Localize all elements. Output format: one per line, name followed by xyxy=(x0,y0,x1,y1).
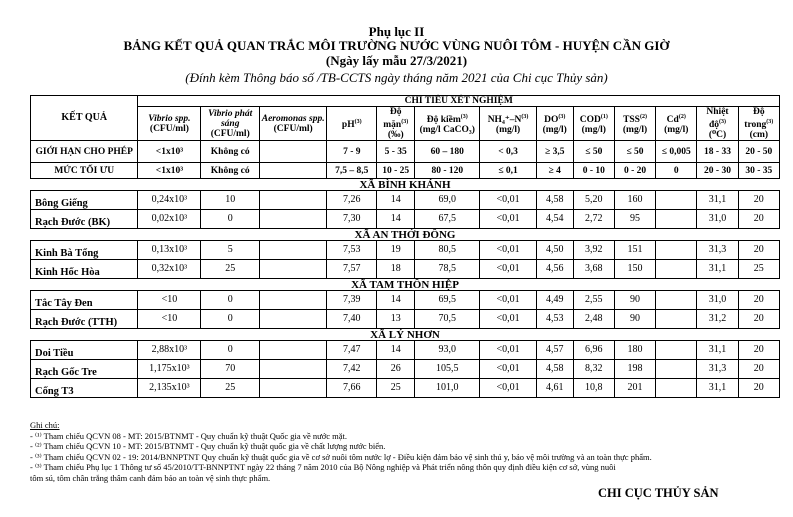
document-title: BẢNG KẾT QUẢ QUAN TRẮC MÔI TRƯỜNG NƯỚC VÙNG NUÔI TÔM - HUYỆN CẦN GIỜ xyxy=(123,38,670,53)
table-cell xyxy=(656,360,697,379)
table-cell: 160 xyxy=(614,191,655,210)
column-name: TSS xyxy=(623,115,640,126)
table-cell: 2,135x10³ xyxy=(138,379,201,398)
table-cell: 60 – 180 xyxy=(415,141,480,163)
table-cell: 31,0 xyxy=(697,291,738,310)
table-cell: 150 xyxy=(614,260,655,279)
table-cell: 90 xyxy=(614,291,655,310)
table-cell: 4,58 xyxy=(536,360,573,379)
column-unit: (mg/l CaCO₃) xyxy=(419,125,475,136)
table-cell: 7 - 9 xyxy=(327,141,377,163)
table-cell: 20 - 50 xyxy=(738,141,779,163)
column-name: Vibrio phát sáng xyxy=(208,108,253,129)
row-label: GIỚI HẠN CHO PHÉP xyxy=(31,141,138,163)
table-cell: 20 xyxy=(738,379,779,398)
column-ref: (3) xyxy=(460,114,468,120)
table-cell: 7,39 xyxy=(327,291,377,310)
column-header xyxy=(201,107,260,141)
table-cell: 20 xyxy=(738,360,779,379)
note-item: - ⁽²⁾ Tham chiếu QCVN 10 - MT: 2015/BTNMT - Quy chuẩn kỹ thuật quốc gia về chất lượng nước biển. xyxy=(30,441,386,451)
table-cell: 25 xyxy=(201,260,260,279)
table-cell: 0 xyxy=(201,291,260,310)
table-row xyxy=(31,241,780,260)
table-cell: 4,58 xyxy=(536,191,573,210)
table-cell: 7,47 xyxy=(327,341,377,360)
table-cell: 67,5 xyxy=(415,210,480,229)
table-cell: 2,48 xyxy=(573,310,614,329)
table-cell: Không có xyxy=(201,141,260,163)
column-header xyxy=(656,107,697,141)
table-cell: 25 xyxy=(377,379,415,398)
table-cell: <0,01 xyxy=(480,379,536,398)
table-cell: 18 xyxy=(377,260,415,279)
table-cell: 25 xyxy=(201,379,260,398)
table-cell: 3,92 xyxy=(573,241,614,260)
column-name: DO xyxy=(544,115,559,126)
table-cell: 0 xyxy=(201,210,260,229)
table-cell: ≤ 50 xyxy=(614,141,655,163)
optimal-row xyxy=(31,163,780,179)
table-cell: 14 xyxy=(377,210,415,229)
table-cell: 30 - 35 xyxy=(738,163,779,179)
column-header xyxy=(260,107,327,141)
table-cell: 4,54 xyxy=(536,210,573,229)
column-name: pH xyxy=(341,120,355,131)
column-header xyxy=(480,107,536,141)
column-ref: (3) xyxy=(766,119,774,125)
column-ref: (2) xyxy=(639,114,647,120)
table-cell: 19 xyxy=(377,241,415,260)
table-cell: <10 xyxy=(138,310,201,329)
table-cell: 4,53 xyxy=(536,310,573,329)
table-cell xyxy=(260,141,327,163)
table-cell xyxy=(260,341,327,360)
table-cell xyxy=(260,210,327,229)
section-title: XÃ AN THỚI ĐÔNG xyxy=(31,229,780,241)
table-cell: < 0,3 xyxy=(480,141,536,163)
column-unit: (CFU/ml) xyxy=(149,123,189,134)
column-header xyxy=(377,107,415,141)
table-cell: 7,42 xyxy=(327,360,377,379)
table-cell: 8,32 xyxy=(573,360,614,379)
table-cell: 1,175x10³ xyxy=(138,360,201,379)
table-cell: 180 xyxy=(614,341,655,360)
results-table xyxy=(30,95,780,398)
table-cell: 4,49 xyxy=(536,291,573,310)
notes xyxy=(30,420,790,483)
table-cell: 4,56 xyxy=(536,260,573,279)
table-cell xyxy=(260,291,327,310)
column-header xyxy=(697,107,738,141)
table-cell: 7,30 xyxy=(327,210,377,229)
table-cell: 201 xyxy=(614,379,655,398)
column-header xyxy=(614,107,655,141)
column-unit: (mg/l) xyxy=(664,125,689,136)
row-label: Rạch Đước (BK) xyxy=(31,210,138,229)
group-header: CHỈ TIÊU XÉT NGHIỆM xyxy=(138,96,780,107)
table-cell: 0 xyxy=(201,341,260,360)
table-cell: 31,1 xyxy=(697,341,738,360)
limit-row xyxy=(31,141,780,163)
column-unit: (mg/l) xyxy=(495,125,521,136)
table-row xyxy=(31,341,780,360)
table-cell xyxy=(656,260,697,279)
column-name: COD xyxy=(579,115,601,126)
table-row xyxy=(31,291,780,310)
table-cell: 3,68 xyxy=(573,260,614,279)
table-cell: 0,32x10³ xyxy=(138,260,201,279)
note-item: - ⁽³⁾ Tham chiếu Phụ lục 1 Thông tư số 45/2010/TT-BNNPTNT ngày 22 tháng 7 năm 2010 của Bộ Nông nghiệp và Phát triển nông thôn quy định điều kiện cơ sở, vùng nuôi xyxy=(30,462,616,472)
row-label: Rạch Đước (TTH) xyxy=(31,310,138,329)
table-cell: ≥ 3,5 xyxy=(536,141,573,163)
table-cell: 70 xyxy=(201,360,260,379)
column-header xyxy=(327,107,377,141)
table-cell: 13 xyxy=(377,310,415,329)
section-row xyxy=(31,279,780,291)
column-unit: (‰) xyxy=(387,130,404,141)
section-title: XÃ BÌNH KHÁNH xyxy=(31,179,780,191)
table-cell: 20 xyxy=(738,341,779,360)
table-cell: 5,20 xyxy=(573,191,614,210)
column-ref: (3) xyxy=(558,114,566,120)
table-cell: 5 xyxy=(201,241,260,260)
table-cell: <0,01 xyxy=(480,341,536,360)
table-cell xyxy=(656,191,697,210)
table-cell: 0 - 10 xyxy=(573,163,614,179)
section-title: XÃ TAM THÔN HIỆP xyxy=(31,279,780,291)
table-cell xyxy=(656,210,697,229)
table-cell: 18 - 33 xyxy=(697,141,738,163)
table-cell: 90 xyxy=(614,310,655,329)
column-ref: (3) xyxy=(354,119,362,125)
column-name: NH₄⁺–N xyxy=(487,115,522,126)
notes-title: Ghi chú: xyxy=(30,420,60,430)
column-header xyxy=(138,107,201,141)
table-cell: 101,0 xyxy=(415,379,480,398)
table-cell: 25 xyxy=(738,260,779,279)
table-cell: ≥ 4 xyxy=(536,163,573,179)
table-cell xyxy=(260,163,327,179)
table-row xyxy=(31,191,780,210)
table-cell: 31,1 xyxy=(697,260,738,279)
table-cell: 0 xyxy=(656,163,697,179)
table-cell: 20 xyxy=(738,241,779,260)
row-label: Kinh Bà Tổng xyxy=(31,241,138,260)
table-cell: <0,01 xyxy=(480,241,536,260)
table-cell: 0 - 20 xyxy=(614,163,655,179)
table-cell xyxy=(260,191,327,210)
column-name: Độ kiềm xyxy=(426,115,461,126)
table-cell: 14 xyxy=(377,291,415,310)
table-cell: <0,01 xyxy=(480,260,536,279)
table-cell: 70,5 xyxy=(415,310,480,329)
row-label: Cống T3 xyxy=(31,379,138,398)
column-header xyxy=(415,107,480,141)
table-cell: 31,0 xyxy=(697,210,738,229)
table-cell xyxy=(656,341,697,360)
table-cell: <0,01 xyxy=(480,360,536,379)
table-cell: 105,5 xyxy=(415,360,480,379)
table-cell: 26 xyxy=(377,360,415,379)
table-cell: 2,72 xyxy=(573,210,614,229)
row-label: Rạch Gốc Tre xyxy=(31,360,138,379)
column-unit: (mg/l) xyxy=(542,125,567,136)
column-unit: (CFU/ml) xyxy=(210,128,250,139)
table-cell: 0 xyxy=(201,310,260,329)
table-cell: 7,66 xyxy=(327,379,377,398)
table-cell: 95 xyxy=(614,210,655,229)
table-cell: 20 xyxy=(738,310,779,329)
column-ref: (3) xyxy=(719,119,727,125)
note-item: - ⁽³⁾ Tham chiếu QCVN 02 - 19: 2014/BNNPTNT Quy chuẩn kỹ thuật quốc gia về cơ sở nuôi tôm nước lợ - Điều kiện đảm bảo vệ sinh thú y, bảo vệ môi trường và an toàn thực phẩm. xyxy=(30,451,652,462)
table-cell xyxy=(260,260,327,279)
table-cell: 2,55 xyxy=(573,291,614,310)
column-header xyxy=(738,107,779,141)
section-row xyxy=(31,179,780,191)
table-cell: 20 - 30 xyxy=(697,163,738,179)
note-item: tôm sú, tôm chân trắng thâm canh đảm bảo an toàn vệ sinh thực phẩm. xyxy=(30,472,271,483)
table-cell: ≤ 50 xyxy=(573,141,614,163)
table-cell: 20 xyxy=(738,291,779,310)
table-cell: 7,57 xyxy=(327,260,377,279)
section-row xyxy=(31,229,780,241)
table-cell: 5 - 35 xyxy=(377,141,415,163)
row-label: Bông Giếng xyxy=(31,191,138,210)
table-cell: 10,8 xyxy=(573,379,614,398)
column-name: Nhiệt độ xyxy=(706,107,729,131)
column-name: Độ trong xyxy=(744,107,767,131)
table-row xyxy=(31,260,780,279)
row-label: Doi Tiều xyxy=(31,341,138,360)
table-cell: 78,5 xyxy=(415,260,480,279)
table-cell: 198 xyxy=(614,360,655,379)
table-cell: 80 - 120 xyxy=(415,163,480,179)
table-cell: <0,01 xyxy=(480,191,536,210)
table-cell: 7,26 xyxy=(327,191,377,210)
table-cell: 2,88x10³ xyxy=(138,341,201,360)
table-row xyxy=(31,360,780,379)
table-cell: 31,3 xyxy=(697,241,738,260)
column-unit: (mg/l) xyxy=(581,125,606,136)
column-unit: (cm) xyxy=(749,130,769,141)
table-cell: 31,1 xyxy=(697,191,738,210)
table-cell xyxy=(656,241,697,260)
appendix-label: Phụ lục II xyxy=(368,24,425,39)
table-row xyxy=(31,310,780,329)
column-unit: (⁰C) xyxy=(708,130,727,141)
table-cell: 7,40 xyxy=(327,310,377,329)
column-unit: (mg/l) xyxy=(622,125,648,136)
table-cell: Không có xyxy=(201,163,260,179)
column-header xyxy=(536,107,573,141)
table-cell xyxy=(260,310,327,329)
table-cell: <0,01 xyxy=(480,310,536,329)
table-cell xyxy=(260,241,327,260)
column-name: Cd xyxy=(666,115,679,126)
attachment-note: (Đính kèm Thông báo số /TB-CCTS ngày tháng năm 2021 của Chi cục Thủy sản) xyxy=(185,70,608,85)
table-cell: 69,0 xyxy=(415,191,480,210)
row-label: Kinh Hốc Hòa xyxy=(31,260,138,279)
table-cell: 10 xyxy=(201,191,260,210)
column-name: Độ mặn xyxy=(383,107,402,131)
table-cell: 20 xyxy=(738,210,779,229)
table-cell: 69,5 xyxy=(415,291,480,310)
column-name: Vibrio spp. xyxy=(148,113,191,124)
table-cell: 4,61 xyxy=(536,379,573,398)
column-header xyxy=(573,107,614,141)
column-ref: (3) xyxy=(401,119,409,125)
table-cell: 31,3 xyxy=(697,360,738,379)
table-cell xyxy=(260,360,327,379)
table-cell: 31,1 xyxy=(697,379,738,398)
table-cell: 4,50 xyxy=(536,241,573,260)
column-ref: (1) xyxy=(600,114,608,120)
table-cell xyxy=(656,310,697,329)
table-cell: 0,02x10³ xyxy=(138,210,201,229)
table-cell: 20 xyxy=(738,191,779,210)
table-cell: 31,2 xyxy=(697,310,738,329)
result-header: KẾT QUẢ xyxy=(31,96,138,141)
table-cell: <1x10³ xyxy=(138,163,201,179)
table-cell: 4,57 xyxy=(536,341,573,360)
table-cell xyxy=(656,291,697,310)
table-cell: <10 xyxy=(138,291,201,310)
row-label: MỨC TỐI ƯU xyxy=(31,163,138,179)
table-row xyxy=(31,210,780,229)
column-unit: (CFU/ml) xyxy=(273,123,313,134)
table-cell: 0,13x10³ xyxy=(138,241,201,260)
column-name: Aeromonas spp. xyxy=(261,113,325,124)
table-cell: <1x10³ xyxy=(138,141,201,163)
table-cell: 151 xyxy=(614,241,655,260)
table-row xyxy=(31,379,780,398)
table-cell: 14 xyxy=(377,341,415,360)
section-row xyxy=(31,329,780,341)
table-cell: 80,5 xyxy=(415,241,480,260)
sample-date: (Ngày lấy mẫu 27/3/2021) xyxy=(325,53,468,68)
column-ref: (3) xyxy=(521,114,529,120)
table-cell: ≤ 0,1 xyxy=(480,163,536,179)
note-item: - ⁽¹⁾ Tham chiếu QCVN 08 - MT: 2015/BTNMT - Quy chuẩn kỹ thuật Quốc gia về nước mặt. xyxy=(30,430,348,441)
table-cell: 14 xyxy=(377,191,415,210)
signature: CHI CỤC THỦY SẢN xyxy=(598,486,719,500)
table-cell: <0,01 xyxy=(480,291,536,310)
table-cell: 7,53 xyxy=(327,241,377,260)
table-cell: 7,5 – 8,5 xyxy=(327,163,377,179)
table-cell: 93,0 xyxy=(415,341,480,360)
section-title: XÃ LÝ NHƠN xyxy=(31,329,780,341)
table-cell: <0,01 xyxy=(480,210,536,229)
table-cell: ≤ 0,005 xyxy=(656,141,697,163)
table-cell xyxy=(656,379,697,398)
table-cell xyxy=(260,379,327,398)
table-cell: 0,24x10³ xyxy=(138,191,201,210)
table-cell: 10 - 25 xyxy=(377,163,415,179)
row-label: Tắc Tây Đen xyxy=(31,291,138,310)
table-cell: 6,96 xyxy=(573,341,614,360)
column-ref: (2) xyxy=(678,114,686,120)
